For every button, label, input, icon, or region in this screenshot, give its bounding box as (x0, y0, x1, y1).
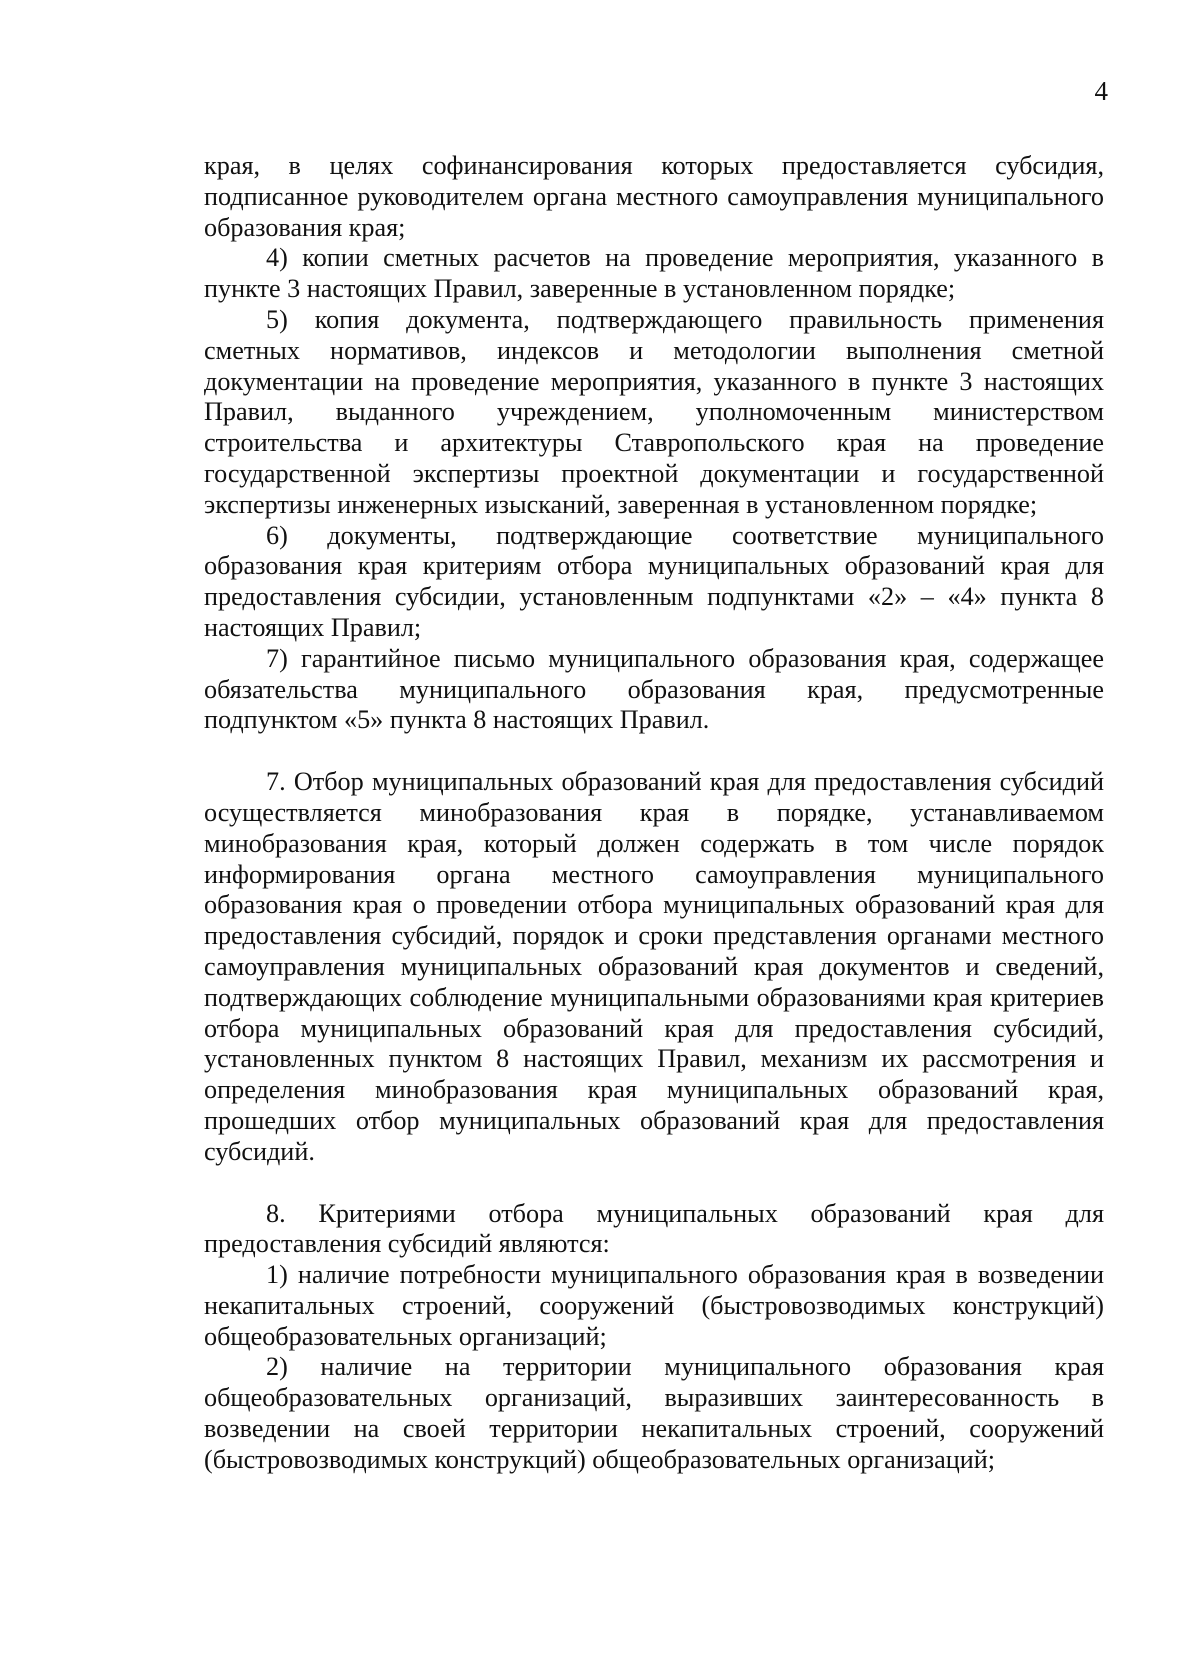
paragraph-item-4: 4) копии сметных расчетов на проведение мероприятия, указанного в пункте 3 настоящих Правил, заверенные в установленном порядке; (204, 243, 1104, 304)
paragraph-item-7: 7) гарантийное письмо муниципального образования края, содержащее обязательства муниципального образования края, предусмотренные подпунктом «5» пункта 8 настоящих Правил. (204, 643, 1104, 735)
paragraph-item-5: 5) копия документа, подтверждающего правильность применения сметных нормативов, индексов и методологии выполнения сметной документации на проведение мероприятия, указанного в пункте 3 настоящих Правил, выданного учреждением, уполномоченным министерством строительства и архитектуры Ставропольского края на проведение государственной экспертизы проектной документации и государственной экспертизы инженерных изысканий, заверенная в установленном порядке; (204, 304, 1104, 519)
document-body (204, 151, 1104, 1476)
paragraph-spacer (204, 1168, 1104, 1199)
paragraph-section-7: 7. Отбор муниципальных образований края для предоставления субсидий осуществляется минобразования края в порядке, устанавливаемом минобразования края, который должен содержать в том числе порядок информирования органа местного самоуправления муниципального образования края о проведении отбора муниципальных образований края для предоставления субсидий, порядок и сроки представления органами местного самоуправления муниципальных образований края документов и сведений, подтверждающих соблюдение муниципальными образованиями края критериев отбора муниципальных образований края для предоставления субсидий, установленных пунктом 8 настоящих Правил, механизм их рассмотрения и определения минобразования края муниципальных образований края, прошедших отбор муниципальных образований края для предоставления субсидий. (204, 767, 1104, 1166)
paragraph-continuation: края, в целях софинансирования которых предоставляется субсидия, подписанное руководителем органа местного самоуправления муниципального образования края; (204, 151, 1104, 242)
paragraph-item-6: 6) документы, подтверждающие соответствие муниципального образования края критериям отбора муниципальных образований края для предоставления субсидии, установленным подпунктами «2» – «4» пункта 8 настоящих Правил; (204, 520, 1104, 642)
paragraph-criterion-2: 2) наличие на территории муниципального образования края общеобразовательных организаций, выразивших заинтересованность в возведении на своей территории некапитальных строений, сооружений (быстровозводимых конструкций) общеобразовательных организаций; (204, 1352, 1104, 1474)
page-number: 4 (1094, 76, 1108, 106)
paragraph-criterion-1: 1) наличие потребности муниципального образования края в возведении некапитальных строений, сооружений (быстровозводимых конструкций) общеобразовательных организаций; (204, 1260, 1104, 1351)
paragraph-section-8: 8. Критериями отбора муниципальных образований края для предоставления субсидий являются: (204, 1198, 1104, 1259)
paragraph-spacer (204, 736, 1104, 767)
